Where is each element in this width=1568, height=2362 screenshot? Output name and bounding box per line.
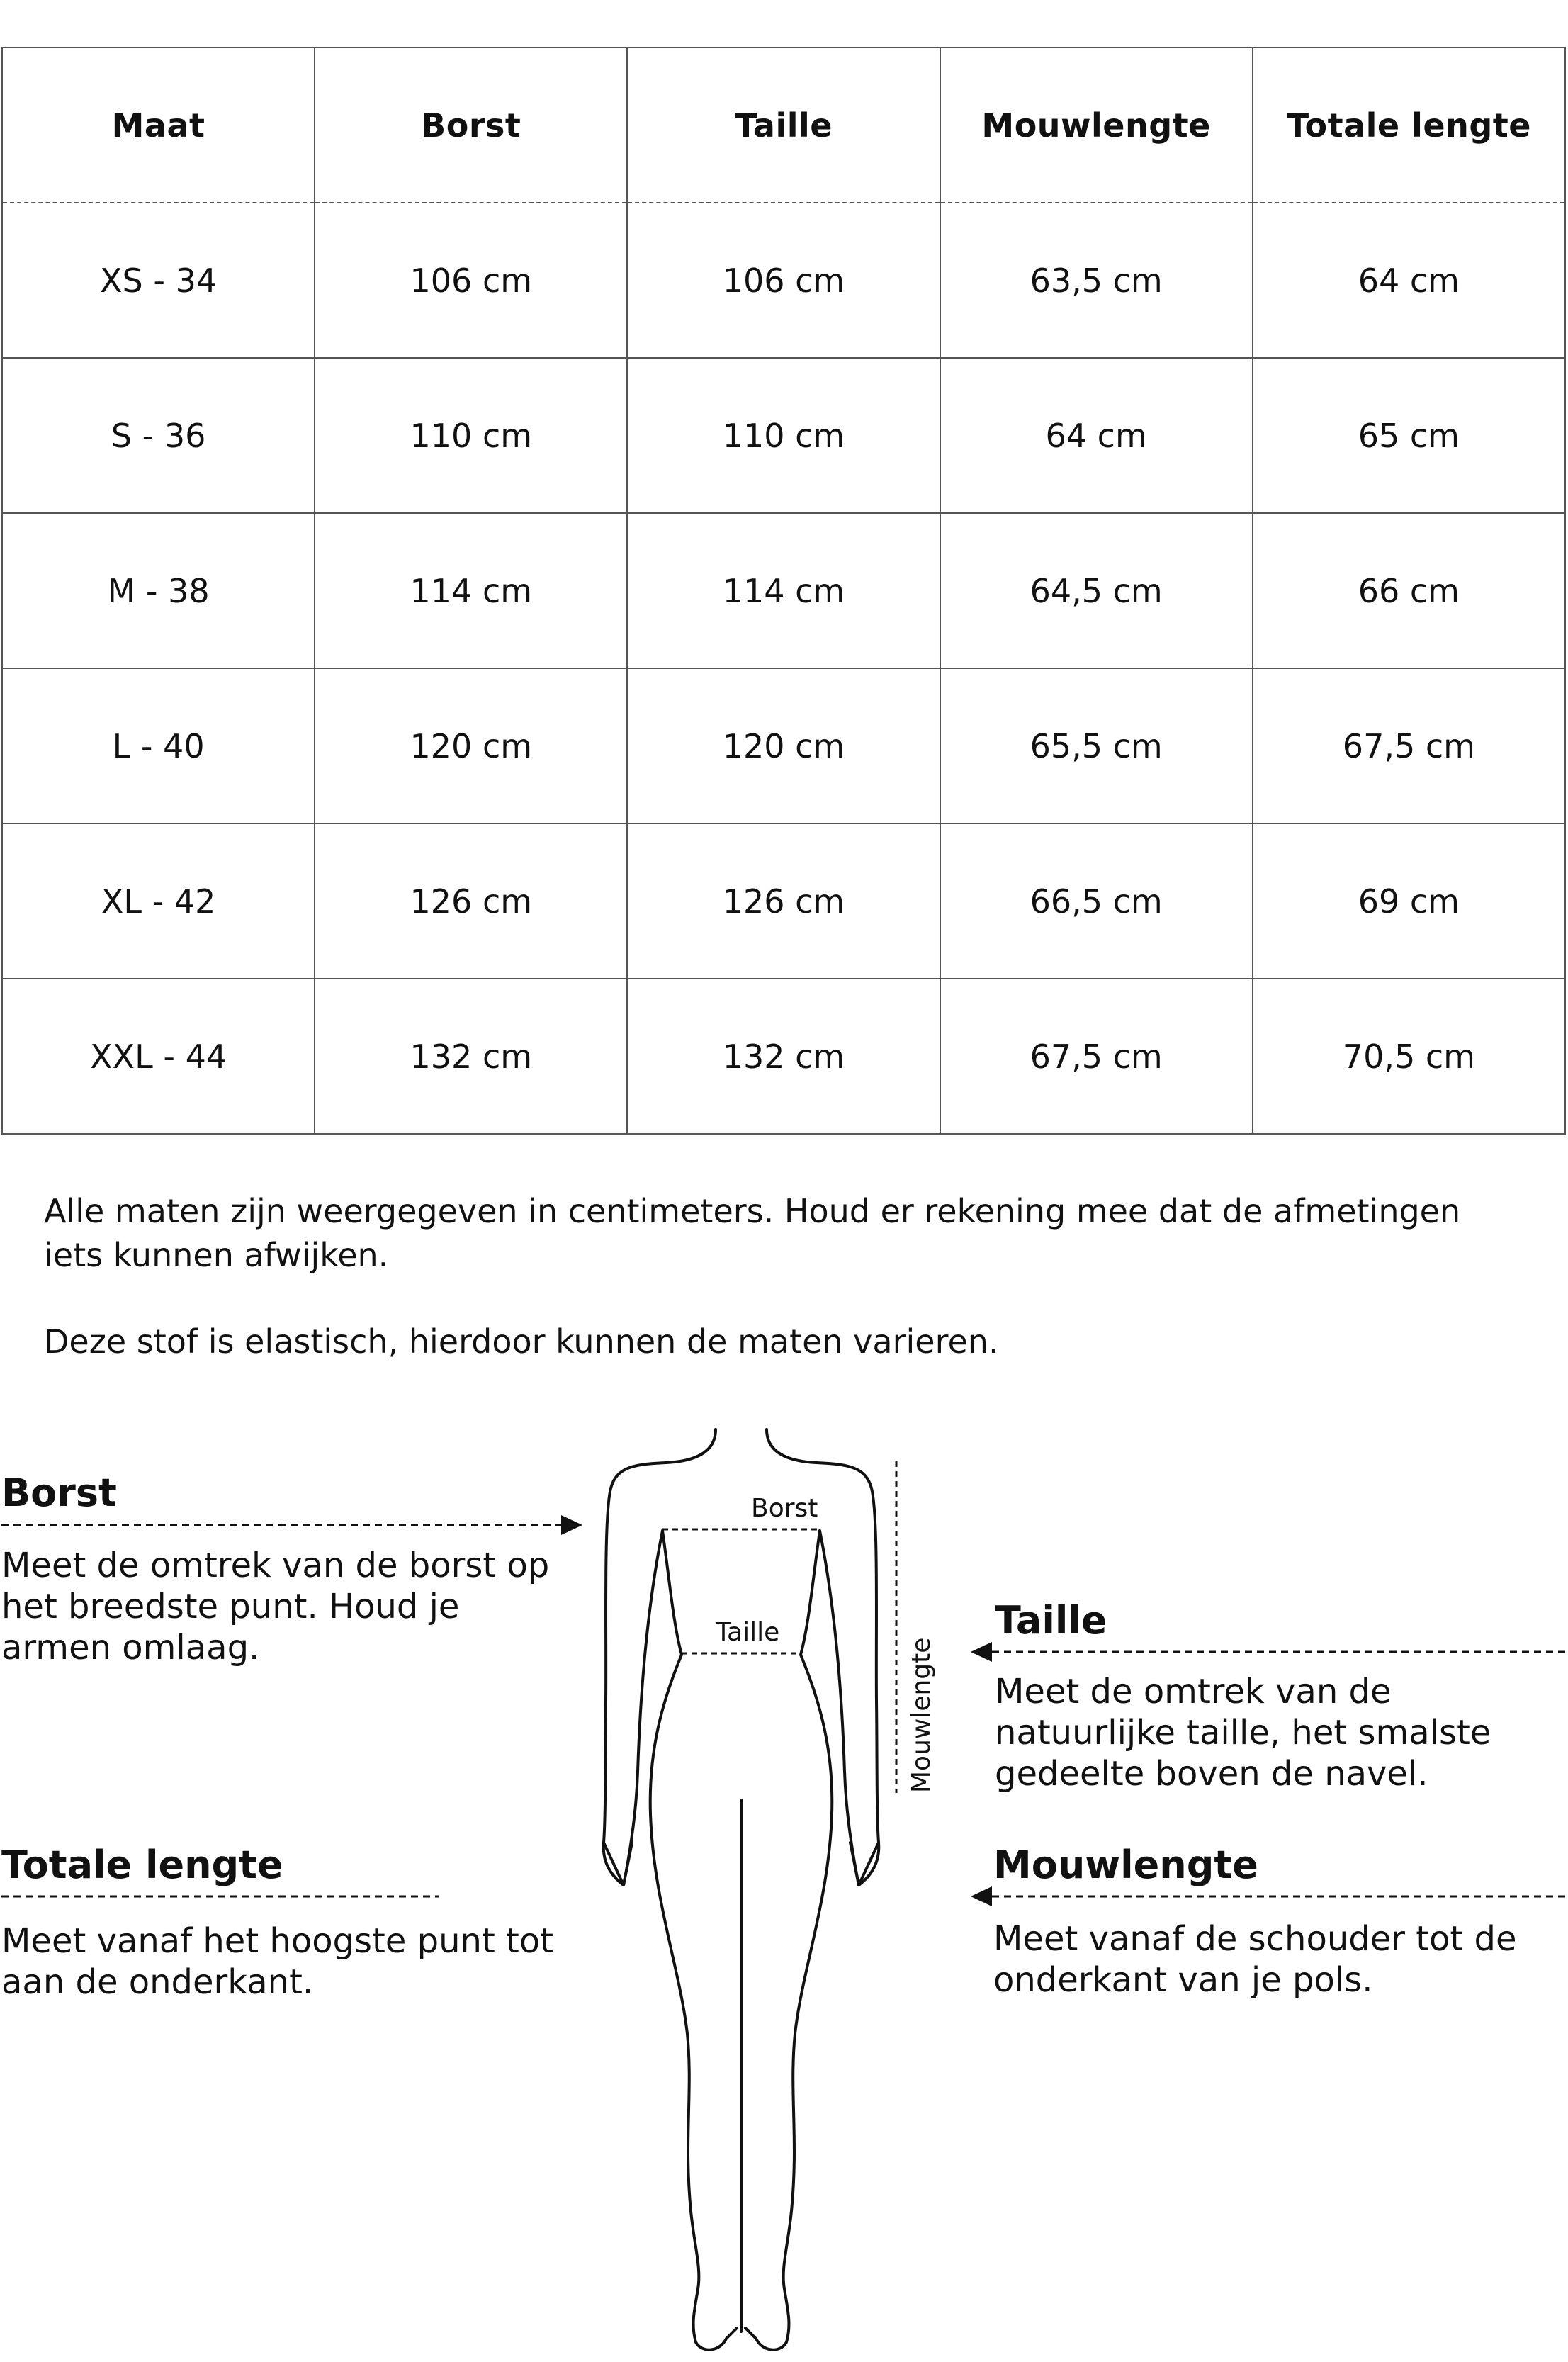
cell-maat: XL - 42: [2, 823, 315, 979]
cell-maat: L - 40: [2, 668, 315, 823]
header-borst: Borst: [315, 47, 627, 203]
taille-guide-line: [971, 1642, 1568, 1662]
header-maat: Maat: [2, 47, 315, 203]
table-row: [2, 668, 1565, 823]
totale-lengte-description: Meet vanaf het hoogste punt tot aan de onderkant.: [1, 1921, 554, 2002]
cell-totale-lengte: 65 cm: [1253, 358, 1565, 513]
cell-taille: 126 cm: [627, 823, 940, 979]
cell-taille: 114 cm: [627, 513, 940, 668]
table-row: [2, 203, 1565, 358]
cell-mouwlengte: 64,5 cm: [940, 513, 1253, 668]
cell-mouwlengte: 64 cm: [940, 358, 1253, 513]
borst-description: Meet de omtrek van de borst op het breedste punt. Houd je armen omlaag.: [1, 1546, 550, 1668]
cell-mouwlengte: 65,5 cm: [940, 668, 1253, 823]
table-row: [2, 358, 1565, 513]
cell-borst: 110 cm: [315, 358, 627, 513]
totale-lengte-heading: Totale lengte: [1, 1843, 283, 1887]
cell-maat: M - 38: [2, 513, 315, 668]
cell-mouwlengte: 66,5 cm: [940, 823, 1253, 979]
table-row: [2, 513, 1565, 668]
cell-mouwlengte: 63,5 cm: [940, 203, 1253, 358]
cell-borst: 132 cm: [315, 979, 627, 1134]
cell-totale-lengte: 64 cm: [1253, 203, 1565, 358]
cell-maat: S - 36: [2, 358, 315, 513]
taille-description: Meet de omtrek van de natuurlijke taille, het smalste gedeelte boven de navel.: [995, 1672, 1491, 1794]
size-chart-table: [1, 47, 1566, 1135]
figure-taille-label: Taille: [716, 1618, 780, 1647]
cell-mouwlengte: 67,5 cm: [940, 979, 1253, 1134]
measurement-note: Alle maten zijn weergegeven in centimeters. Houd er rekening mee dat de afmetingen iets kunnen afwijken.: [44, 1192, 1461, 1274]
table-row: [2, 823, 1565, 979]
mouwlengte-heading: Mouwlengte: [993, 1843, 1258, 1887]
header-taille: Taille: [627, 47, 940, 203]
cell-borst: 106 cm: [315, 203, 627, 358]
mouwlengte-description: Meet vanaf de schouder tot de onderkant van je pols.: [993, 1919, 1517, 2000]
mouwlengte-guide-line: [971, 1886, 1568, 1906]
cell-borst: 126 cm: [315, 823, 627, 979]
cell-totale-lengte: 66 cm: [1253, 513, 1565, 668]
cell-borst: 120 cm: [315, 668, 627, 823]
header-totale-lengte: Totale lengte: [1253, 47, 1565, 203]
taille-heading: Taille: [995, 1598, 1107, 1643]
cell-borst: 114 cm: [315, 513, 627, 668]
figure-borst-label: Borst: [751, 1494, 818, 1523]
cell-maat: XS - 34: [2, 203, 315, 358]
borst-heading: Borst: [1, 1470, 117, 1515]
cell-maat: XXL - 44: [2, 979, 315, 1134]
table-row: [2, 979, 1565, 1134]
table-header-row: [2, 47, 1565, 203]
fabric-note: Deze stof is elastisch, hierdoor kunnen de maten varieren.: [44, 1322, 999, 1361]
cell-taille: 120 cm: [627, 668, 940, 823]
borst-guide-line: [1, 1515, 582, 1535]
header-mouwlengte: Mouwlengte: [940, 47, 1253, 203]
cell-taille: 132 cm: [627, 979, 940, 1134]
cell-totale-lengte: 70,5 cm: [1253, 979, 1565, 1134]
body-outline: [604, 1429, 879, 2350]
cell-totale-lengte: 69 cm: [1253, 823, 1565, 979]
cell-totale-lengte: 67,5 cm: [1253, 668, 1565, 823]
cell-taille: 110 cm: [627, 358, 940, 513]
cell-taille: 106 cm: [627, 203, 940, 358]
figure-mouwlengte-label: Mouwlengte: [907, 1637, 936, 1793]
